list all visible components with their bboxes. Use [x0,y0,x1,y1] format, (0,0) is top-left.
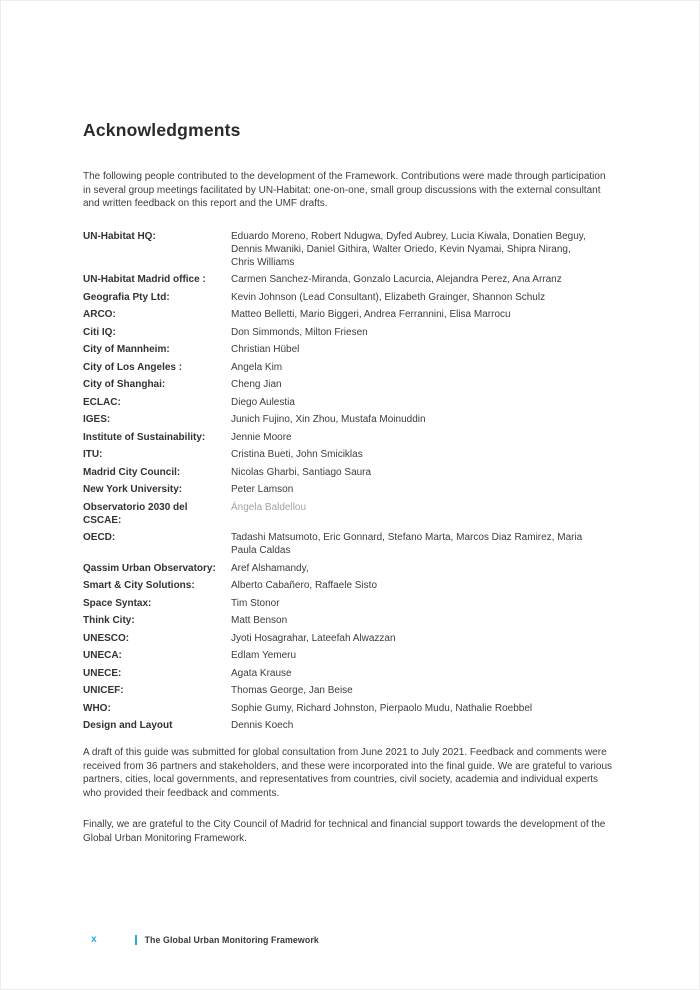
contributor-row [83,483,616,496]
contributor-names: Jennie Moore [231,431,292,443]
contributor-names: Christian Hübel [231,344,300,355]
contributor-org: Geografia Pty Ltd: [83,291,170,303]
contributor-row [83,343,616,356]
contributor-names: Sophie Gumy, Richard Johnston, Pierpaolo Mudu, Nathalie Roebbel [231,702,533,714]
footer-divider [135,935,137,945]
page-content [1,1,699,845]
contributor-names: Diego Aulestia [231,396,295,408]
closing-paragraph-consultation: A draft of this guide was submitted for global consultation from June 2021 to July 2021. Feedback and comments were received from 36 partners and stakeholders, and these were incorporated into the final guide. We are grateful to various partners, cities, local governments, and representatives from countries, civil society, academia and individual experts who provided their feedback and comments. [83,747,613,799]
contributor-org: UNICEF: [83,685,124,696]
contributor-row [83,702,616,715]
contributor-org: UNECE: [83,667,122,679]
contributor-row [83,230,616,269]
contributor-names: Tadashi Matsumoto, Eric Gonnard, Stefano Marta, Marcos Diaz Ramirez, Maria Paula Caldas [231,532,583,556]
contributor-names: Jyoti Hosagrahar, Lateefah Alwazzan [231,632,396,644]
page-title: Acknowledgments [83,120,241,140]
contributor-org: Space Syntax: [83,597,152,609]
contributor-names: Ángela Baldellou [231,501,307,513]
contributor-row [83,501,616,527]
contributor-names: Matteo Belletti, Mario Biggeri, Andrea Ferrannini, Elisa Marrocu [231,309,511,320]
intro-paragraph: The following people contributed to the development of the Framework. Contributions were made through participation in several group meetings facilitated by UN-Habitat: one-on-one, small group discussions with the external consultant and written feedback on this report and the UMF drafts. [83,171,606,209]
contributor-row [83,361,616,374]
contributor-org: ITU: [83,449,103,460]
contributor-row [83,667,616,680]
contributor-org: Smart & City Solutions: [83,580,195,591]
page-footer [91,934,319,945]
contributor-org: Citi IQ: [83,326,116,338]
contributor-row [83,378,616,391]
contributor-names: Dennis Koech [231,720,294,731]
contributor-org: ECLAC: [83,396,121,408]
contributor-row [83,396,616,409]
contributor-org: UN-Habitat HQ: [83,230,156,242]
contributor-row [83,649,616,662]
contributor-names: Matt Benson [231,615,288,626]
contributor-org: City of Mannheim: [83,344,170,355]
contributor-names: Peter Lamson [231,484,294,495]
contributor-names: Angela Kim [231,361,283,373]
contributor-row [83,531,616,557]
contributor-names: Eduardo Moreno, Robert Ndugwa, Dyfed Aubrey, Lucia Kiwala, Donatien Beguy, Dennis Mwaniki, Daniel Githira, Walter Oriedo, Kevin Nyamai, Shipra Nirang, Chris Williams [231,230,586,268]
contributor-row [83,273,616,286]
contributor-names: Nicolas Gharbi, Santiago Saura [231,466,372,478]
contributor-row [83,614,616,627]
contributor-org: UN-Habitat Madrid office : [83,274,206,285]
contributor-row [83,562,616,575]
contributor-names: Tim Stonor [231,597,280,609]
contributor-org: Madrid City Council: [83,466,181,478]
contributor-row [83,466,616,479]
contributor-names: Edlam Yemeru [231,650,297,661]
contributor-row [83,719,616,732]
contributor-names: Thomas George, Jan Beise [231,685,353,696]
contributor-org: UNECA: [83,650,122,661]
contributor-org: Think City: [83,615,135,626]
contributor-names: Carmen Sanchez-Miranda, Gonzalo Lacurcia, Alejandra Perez, Ana Arranz [231,274,562,285]
footer-doc-title: The Global Urban Monitoring Framework [144,934,319,945]
contributor-names: Cheng Jian [231,379,282,390]
contributor-row [83,291,616,304]
contributor-names: Kevin Johnson (Lead Consultant), Elizabeth Grainger, Shannon Schulz [231,291,546,303]
contributor-names: Aref Alshamandy, [231,562,309,574]
contributor-row [83,579,616,592]
contributor-row [83,684,616,697]
contributor-row [83,326,616,339]
contributors-list [83,230,616,733]
contributor-row [83,431,616,444]
contributor-names: Agata Krause [231,667,292,679]
contributor-names: Junich Fujino, Xin Zhou, Mustafa Moinuddin [231,414,426,425]
contributor-org: Institute of Sustainability: [83,431,206,443]
contributor-org: OECD: [83,532,116,543]
contributor-row [83,632,616,645]
contributor-names: Don Simmonds, Milton Friesen [231,326,368,338]
contributor-org: Design and Layout [83,720,173,731]
contributor-org: City of Shanghai: [83,379,166,390]
contributor-row [83,413,616,426]
contributor-org: City of Los Angeles : [83,361,183,373]
contributor-org: IGES: [83,414,111,425]
contributor-row [83,308,616,321]
contributor-org: Qassim Urban Observatory: [83,562,216,574]
contributor-org: ARCO: [83,309,116,320]
contributor-org: UNESCO: [83,632,130,644]
contributor-names: Alberto Cabañero, Raffaele Sisto [231,580,378,591]
contributor-org: New York University: [83,484,183,495]
closing-paragraph-thanks: Finally, we are grateful to the City Council of Madrid for technical and financial support towards the development of the Global Urban Monitoring Framework. [83,819,606,844]
contributor-names: Cristina Bueti, John Smiciklas [231,449,363,460]
page-number: x [91,934,97,945]
contributor-row [83,448,616,461]
contributor-org: WHO: [83,702,111,714]
contributor-org: Observatorio 2030 del CSCAE: [83,501,188,526]
contributor-row [83,597,616,610]
